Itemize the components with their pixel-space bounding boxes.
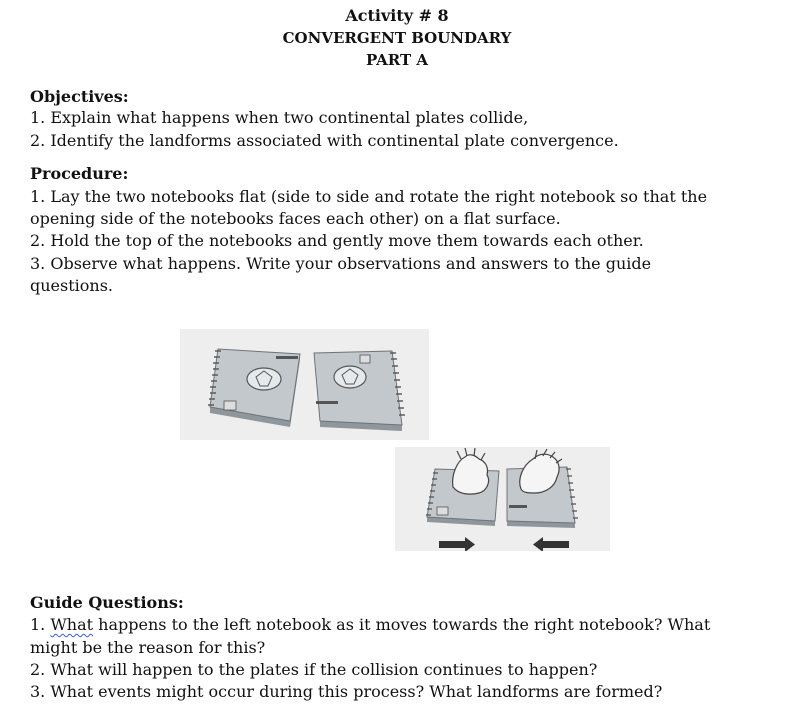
q1-spellcheck-word[interactable]: What — [50, 615, 94, 634]
activity-number: Activity # 8 — [345, 6, 449, 25]
procedure-line-2: opening side of the notebooks faces each other) on a flat surface. — [30, 209, 561, 228]
guide-question-1-line-1 — [30, 615, 710, 634]
procedure-line-4: 3. Observe what happens. Write your observations and answers to the guide — [30, 254, 652, 273]
procedure-line-3: 2. Hold the top of the notebooks and gently move them towards each other. — [30, 231, 644, 250]
procedure-line-5: questions. — [30, 276, 114, 295]
guide-question-2: 2. What will happen to the plates if the collision continues to happen? — [30, 660, 598, 679]
guide-question-1-line-2: might be the reason for this? — [30, 638, 266, 657]
activity-topic: CONVERGENT BOUNDARY — [282, 29, 512, 47]
guide-question-3: 3. What events might occur during this process? What landforms are formed? — [30, 682, 663, 701]
arrow-left-icon — [533, 537, 569, 551]
two-notebooks-illustration — [180, 329, 429, 440]
q1-rest: happens to the left notebook as it moves towards the right notebook? What — [93, 615, 711, 634]
procedure-heading: Procedure: — [30, 164, 129, 183]
notebooks-push-figure — [395, 447, 610, 551]
objectives-heading: Objectives: — [30, 87, 129, 106]
hands-pushing-notebooks-illustration — [395, 447, 610, 551]
objective-item-2: 2. Identify the landforms associated with continental plate convergence. — [30, 131, 619, 150]
q1-number: 1. — [30, 615, 51, 634]
procedure-line-1: 1. Lay the two notebooks flat (side to side and rotate the right notebook so that the — [30, 187, 708, 206]
guide-questions-heading: Guide Questions: — [30, 593, 184, 612]
arrow-right-icon — [439, 537, 475, 551]
objective-item-1: 1. Explain what happens when two continental plates collide, — [30, 108, 529, 127]
activity-part: PART A — [365, 51, 429, 69]
notebooks-flat-figure — [180, 329, 429, 440]
